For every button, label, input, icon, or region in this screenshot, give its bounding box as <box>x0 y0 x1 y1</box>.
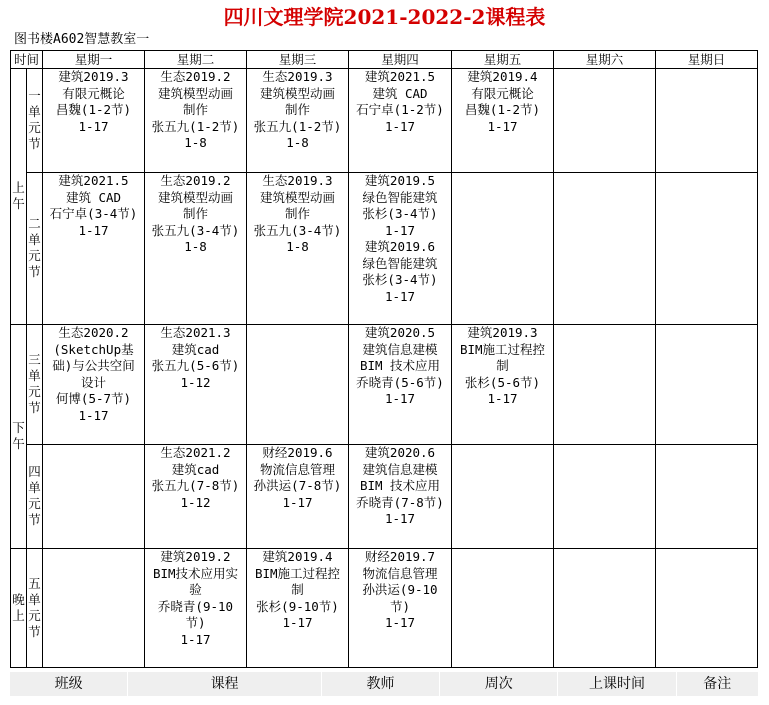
schedule-cell <box>452 445 554 549</box>
course-line: 建筑2019.2 <box>160 549 231 564</box>
course-line: 建筑2019.6 <box>364 239 436 254</box>
course-line: 1-17 <box>384 615 416 630</box>
course-line: 昌魏(1-2节) <box>55 102 132 117</box>
course-line: 生态2019.3 <box>262 69 333 84</box>
course-line: 1-17 <box>282 494 313 510</box>
unit-label-3: 三单元节 <box>27 325 43 445</box>
course-line: 孙洪运(9-10 <box>362 582 438 597</box>
course-line: 昌魏(1-2节) <box>464 102 541 117</box>
footer-teacher: 教师 <box>322 672 440 696</box>
course-line: 建筑 CAD <box>65 189 122 205</box>
course-line: 张杉(9-10节) <box>256 598 339 614</box>
schedule-cell <box>145 325 247 445</box>
course-line: 石宁卓(3-4节) <box>49 206 138 221</box>
unit-row-1 <box>11 69 758 173</box>
course-line: 1-12 <box>180 374 211 390</box>
course-line: 1-17 <box>487 118 518 134</box>
course-line: 建筑信息建模 <box>362 341 438 357</box>
course-line: 建筑2021.5 <box>364 69 436 84</box>
course-line: 建筑模型动画 <box>157 85 233 101</box>
course-line: 建筑2019.4 <box>262 549 333 564</box>
schedule-cell <box>43 173 145 325</box>
unit-row-5 <box>11 549 758 668</box>
course-line: 建筑2019.3 <box>467 325 538 340</box>
unit-row-2 <box>11 173 758 325</box>
course-line: 1-17 <box>78 222 109 238</box>
course-line: 1-17 <box>282 615 313 630</box>
day-header-sat: 星期六 <box>554 51 656 69</box>
course-line: 张杉(3-4节) <box>362 272 438 287</box>
course-line: 建筑模型动画 <box>259 85 335 101</box>
day-header-fri: 星期五 <box>452 51 554 69</box>
schedule-cell <box>349 69 452 173</box>
schedule-cell <box>247 173 349 325</box>
schedule-cell <box>145 173 247 325</box>
period-afternoon: 下午 <box>11 325 27 549</box>
schedule-cell <box>145 549 247 668</box>
course-line: 张杉(3-4节) <box>362 206 438 221</box>
unit-label-1: 一单元节 <box>27 69 43 173</box>
course-line: 1-17 <box>78 118 109 134</box>
footer-class-time: 上课时间 <box>558 672 676 696</box>
course-line: (SketchUp基 <box>53 341 134 357</box>
course-line: 1-17 <box>384 511 416 526</box>
footer-class: 班级 <box>10 672 128 696</box>
course-line: BIM技术应用实 <box>152 565 239 581</box>
schedule-cell <box>452 549 554 668</box>
schedule-cell <box>554 445 656 549</box>
period-morning: 上午 <box>11 69 27 325</box>
course-line: 1-17 <box>487 391 518 406</box>
day-header-thu: 星期四 <box>349 51 452 69</box>
schedule-cell <box>43 325 145 445</box>
course-line: 生态2019.3 <box>262 173 333 188</box>
period-evening: 晚上 <box>11 549 27 668</box>
course-line: 建筑模型动画 <box>259 189 335 205</box>
unit-label-5: 五单元节 <box>27 549 43 668</box>
unit-label-4: 四单元节 <box>27 445 43 549</box>
course-line: 物流信息管理 <box>362 565 438 581</box>
schedule-cell <box>656 325 758 445</box>
day-header-tue: 星期二 <box>145 51 247 69</box>
course-line: 绿色智能建筑 <box>362 255 438 271</box>
schedule-cell <box>656 173 758 325</box>
course-line: 生态2019.2 <box>160 173 231 188</box>
time-header: 时间 <box>11 51 43 69</box>
schedule-cell <box>656 445 758 549</box>
course-line: 1-8 <box>184 239 207 254</box>
course-line: 建筑2019.5 <box>364 173 436 188</box>
course-line: BIM 技术应用 <box>359 478 441 493</box>
schedule-cell <box>452 173 554 325</box>
day-header-wed: 星期三 <box>247 51 349 69</box>
unit-label-2: 二单元节 <box>27 173 43 325</box>
course-line: BIM施工过程控 <box>254 565 341 581</box>
course-line: 设计 <box>80 374 106 390</box>
room-label: 图书楼A602智慧教室一 <box>14 32 150 47</box>
course-line: 生态2021.3 <box>160 325 231 340</box>
course-line: 制 <box>291 582 304 597</box>
course-line: 乔晓青(7-8节) <box>356 494 444 510</box>
schedule-cell <box>247 325 349 445</box>
schedule-cell <box>349 445 452 549</box>
schedule-cell <box>43 445 145 549</box>
schedule-cell <box>452 69 554 173</box>
course-line: 节) <box>389 598 411 614</box>
footer-remarks: 备注 <box>677 672 759 696</box>
course-line: 物流信息管理 <box>259 461 335 477</box>
course-line: 张五九(3-4节) <box>151 222 240 238</box>
course-line: 有限元概论 <box>471 85 534 101</box>
course-line: 验 <box>189 582 202 597</box>
course-line: 张五九(7-8节) <box>151 478 240 493</box>
course-line: 建筑2020.6 <box>364 445 436 460</box>
schedule-cell <box>247 445 349 549</box>
course-line: 1-17 <box>180 631 211 647</box>
course-line: 张五九(5-6节) <box>151 358 240 373</box>
schedule-cell <box>145 445 247 549</box>
course-line: 绿色智能建筑 <box>362 189 438 205</box>
schedule-cell <box>554 325 656 445</box>
footer-weeks: 周次 <box>440 672 558 696</box>
course-line: BIM 技术应用 <box>359 358 441 373</box>
course-line: 制 <box>496 358 509 373</box>
course-line: 建筑cad <box>171 461 220 477</box>
header-row <box>11 51 758 69</box>
course-line: 1-8 <box>286 239 309 254</box>
footer-bar <box>10 672 759 696</box>
course-line: 1-17 <box>384 118 416 134</box>
schedule-cell <box>554 173 656 325</box>
course-line: 乔晓青(5-6节) <box>356 374 444 390</box>
course-line: 张杉(5-6节) <box>464 374 541 390</box>
schedule-cell <box>145 69 247 173</box>
course-line: 张五九(3-4节) <box>253 222 342 238</box>
course-line: 有限元概论 <box>62 85 125 101</box>
course-line: 1-17 <box>384 391 416 406</box>
course-line: 石宁卓(1-2节) <box>356 102 444 117</box>
page-title: 四川文理学院2021-2022-2课程表 <box>223 5 546 29</box>
course-line: 1-8 <box>184 135 207 150</box>
unit-row-4 <box>11 445 758 549</box>
course-line: 建筑模型动画 <box>157 189 233 205</box>
course-line: 制作 <box>284 102 310 117</box>
course-line: 节) <box>185 615 206 630</box>
day-header-sun: 星期日 <box>656 51 758 69</box>
course-line: 1-8 <box>286 135 309 150</box>
course-line: 生态2019.2 <box>160 69 231 84</box>
course-line: 1-17 <box>78 407 109 423</box>
course-line: 建筑2021.5 <box>58 173 129 188</box>
course-line: 张五九(1-2节) <box>253 118 342 134</box>
course-line: 财经2019.7 <box>364 549 436 564</box>
schedule-cell <box>656 69 758 173</box>
course-line: 建筑 CAD <box>372 85 428 101</box>
course-line: 建筑2019.3 <box>58 69 129 84</box>
timetable <box>10 50 758 668</box>
course-line: 建筑cad <box>171 341 220 357</box>
course-line: 建筑2020.5 <box>364 325 436 340</box>
course-line: 何博(5-7节) <box>55 391 132 406</box>
schedule-cell <box>349 325 452 445</box>
schedule-cell <box>43 549 145 668</box>
course-line: 制作 <box>284 206 310 221</box>
course-line: 建筑信息建模 <box>362 461 438 477</box>
course-line: 建筑2019.4 <box>467 69 538 84</box>
course-line: 乔晓青(9-10 <box>157 598 234 614</box>
schedule-cell <box>554 69 656 173</box>
course-line: 生态2021.2 <box>160 445 231 460</box>
course-line: 生态2020.2 <box>58 325 129 340</box>
course-line: 孙洪运(7-8节) <box>253 478 342 493</box>
course-line: 础)与公共空间 <box>52 358 135 373</box>
unit-row-3 <box>11 325 758 445</box>
course-line: 制作 <box>182 102 208 117</box>
schedule-cell <box>452 325 554 445</box>
schedule-cell <box>43 69 145 173</box>
schedule-cell <box>247 549 349 668</box>
course-line: 财经2019.6 <box>262 445 333 460</box>
day-header-mon: 星期一 <box>43 51 145 69</box>
schedule-cell <box>349 549 452 668</box>
schedule-cell <box>656 549 758 668</box>
footer-course: 课程 <box>128 672 322 696</box>
course-line: BIM施工过程控 <box>459 341 546 357</box>
course-line: 张五九(1-2节) <box>151 118 240 134</box>
schedule-cell <box>554 549 656 668</box>
schedule-cell <box>247 69 349 173</box>
course-line: 1-17 <box>384 288 416 304</box>
course-line: 1-17 <box>384 222 416 238</box>
schedule-cell <box>349 173 452 325</box>
course-line: 制作 <box>182 206 208 221</box>
course-line: 1-12 <box>180 494 211 510</box>
